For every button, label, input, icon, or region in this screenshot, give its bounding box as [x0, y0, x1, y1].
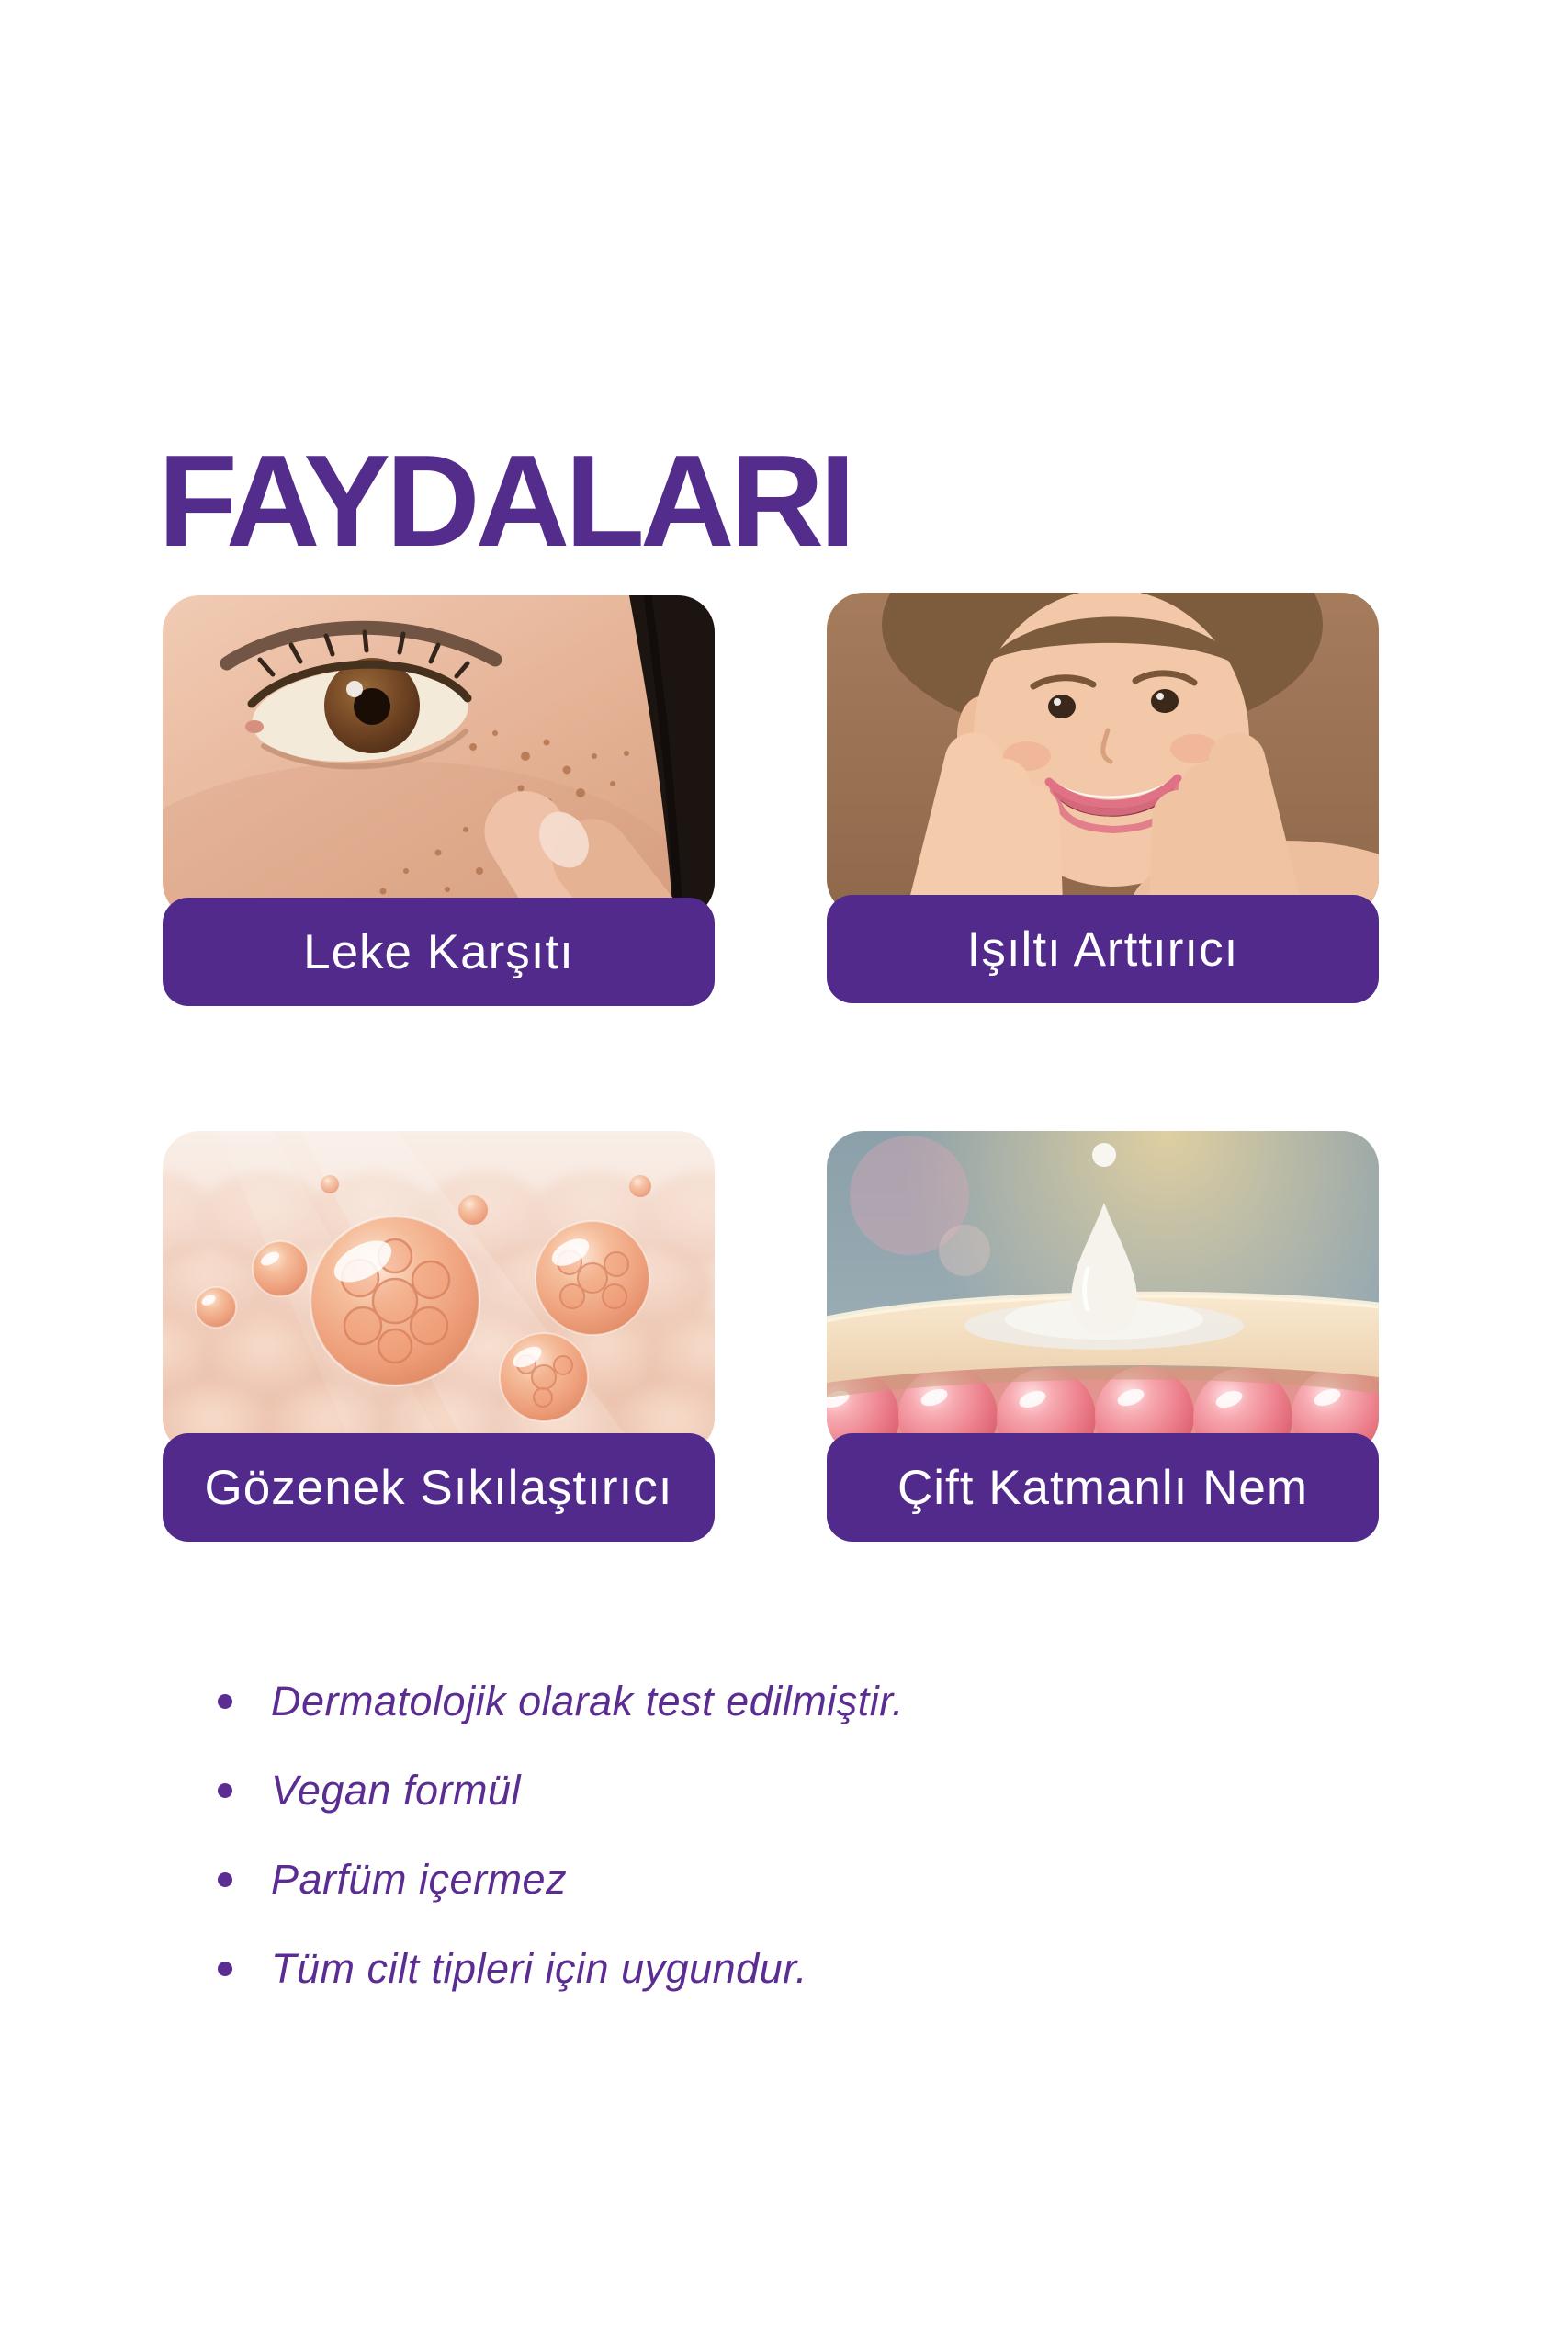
skin-cells-bubbles-illustration: [163, 1131, 715, 1454]
moisture-drop-skin-layers-photo: [827, 1131, 1379, 1454]
benefit-label: Gözenek Sıkılaştırıcı: [204, 1460, 673, 1515]
benefit-banner: [163, 898, 715, 1006]
benefit-bullet: [218, 1680, 904, 1723]
bullet-dot-icon: [218, 1962, 232, 1976]
benefit-card-isilti-arttirici: [827, 593, 1379, 1003]
benefit-bullet-list: [218, 1680, 904, 2037]
benefit-bullet: [218, 1856, 904, 1903]
benefit-bullet: [218, 1945, 904, 1992]
bullet-dot-icon: [218, 1872, 232, 1887]
benefit-label: Işıltı Arttırıcı: [966, 922, 1239, 977]
bullet-text: Dermatolojik olarak test edilmiştir.: [271, 1678, 905, 1724]
benefit-card-cift-katmanli-nem: [827, 1131, 1379, 1542]
benefit-banner: [163, 1433, 715, 1542]
benefit-banner: [827, 1433, 1379, 1542]
bullet-text: Vegan formül: [271, 1767, 521, 1814]
benefit-bullet: [218, 1767, 904, 1814]
benefit-banner: [827, 895, 1379, 1003]
smiling-woman-illustration: [827, 593, 1379, 916]
moisture-drop-illustration: [827, 1131, 1379, 1454]
benefit-label: Çift Katmanlı Nem: [897, 1460, 1308, 1515]
eye-closeup-illustration: [163, 595, 715, 919]
bullet-dot-icon: [218, 1694, 232, 1709]
bullet-dot-icon: [218, 1783, 232, 1798]
bullet-text: Parfüm içermez: [271, 1856, 568, 1903]
skin-cells-bubbles-photo: [163, 1131, 715, 1454]
benefit-label: Leke Karşıtı: [303, 924, 574, 979]
page-title: FAYDALARI: [158, 428, 852, 575]
bullet-text: Tüm cilt tipleri için uygundur.: [271, 1945, 808, 1992]
benefit-card-gozenek-sikilastirici: [163, 1131, 715, 1542]
smiling-woman-hands-on-face-photo: [827, 593, 1379, 916]
benefit-card-leke-karsiti: [163, 595, 715, 1006]
eye-closeup-freckles-photo: [163, 595, 715, 919]
